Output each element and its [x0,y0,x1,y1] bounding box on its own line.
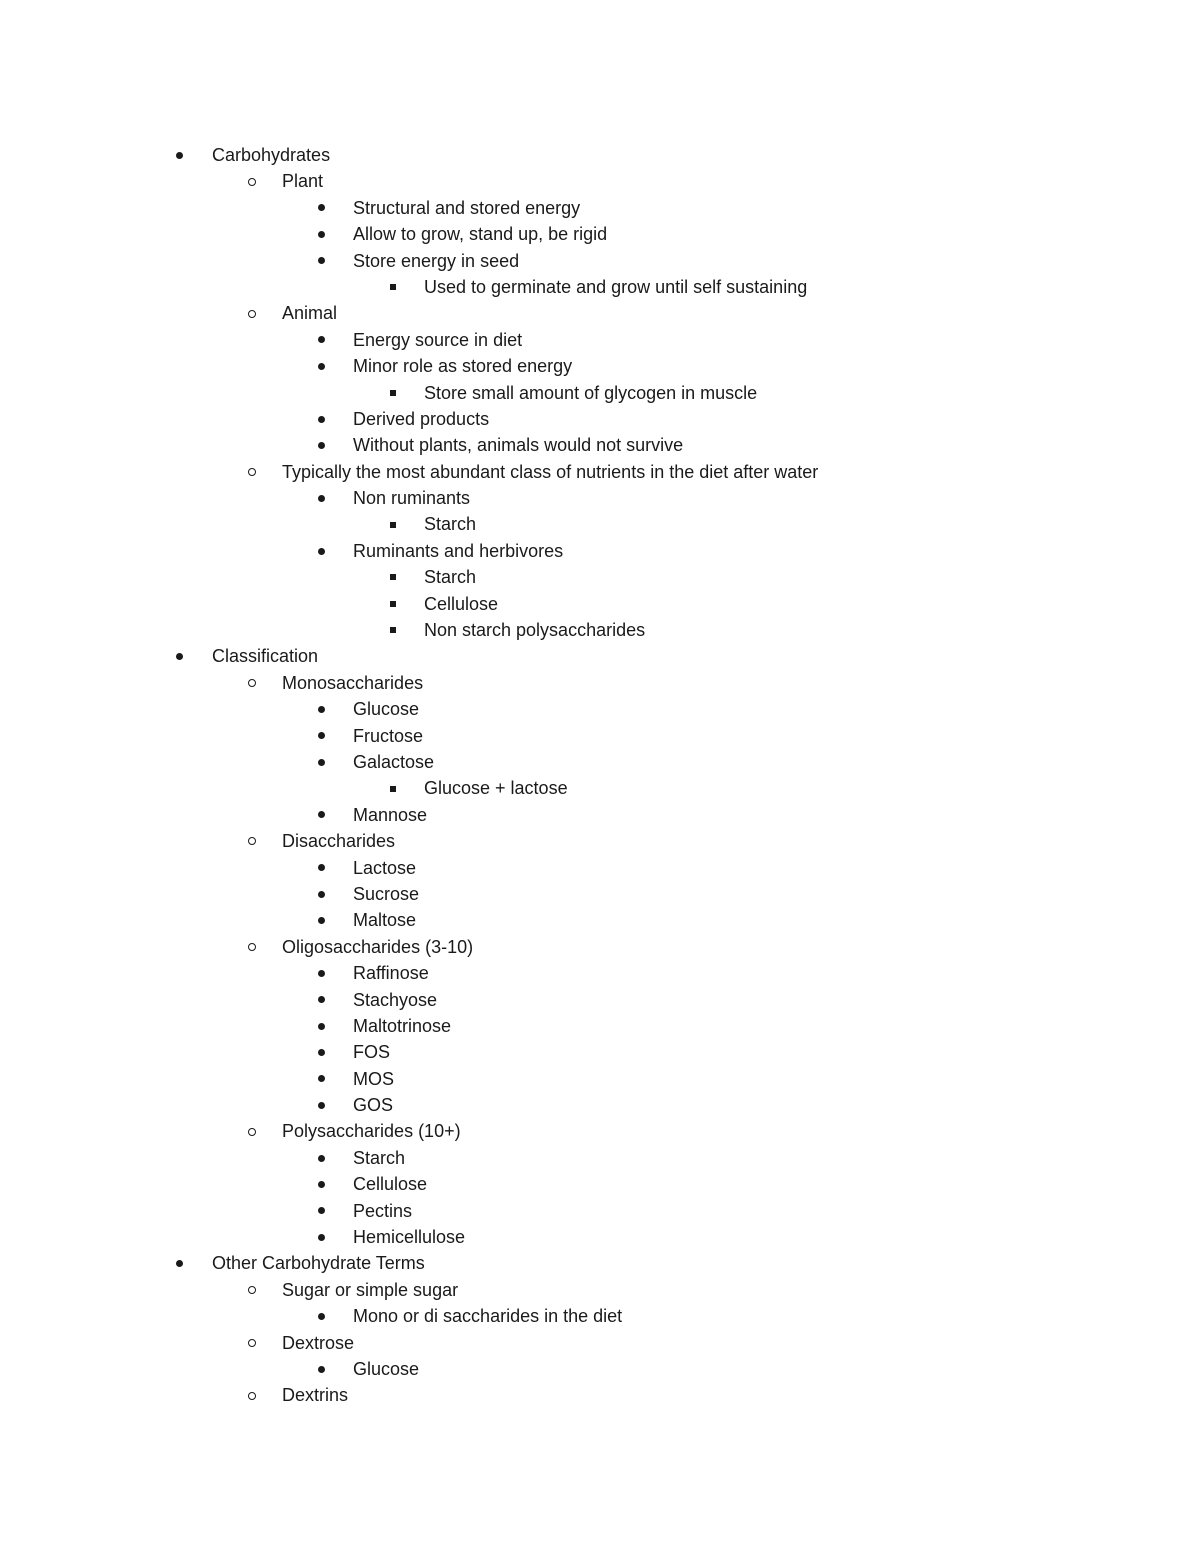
outline-item-level-3 [0,353,1200,379]
square-bullet-icon [386,564,400,590]
outline-item-text: Starch [353,1147,406,1168]
outline-item-level-2 [0,168,1200,194]
disc-bullet-icon [314,1303,328,1329]
outline-item-text: Energy source in diet [353,329,523,350]
disc-bullet-icon [172,643,186,669]
outline-item-text: Carbohydrates [212,145,331,165]
outline-item-level-3 [0,1356,1200,1382]
outline-item-level-2 [0,1118,1200,1144]
outline-item-text: Dextrose [282,1332,355,1353]
outline-item-text: Store energy in seed [353,250,520,271]
outline-item-level-3 [0,960,1200,986]
outline-item-text: Glucose [353,1358,420,1379]
circle-bullet-icon [245,1330,259,1356]
disc-bullet-icon [314,1092,328,1118]
outline-item-text: Pectins [353,1200,413,1221]
outline-item-level-3 [0,406,1200,432]
outline-item-text: Sugar or simple sugar [282,1279,459,1300]
outline-item-level-3 [0,907,1200,933]
outline-item-text: Glucose [353,699,420,720]
outline-item-text: Oligosaccharides (3-10) [282,936,474,957]
outline-item-text: Monosaccharides [282,672,424,693]
outline-item-level-4 [0,775,1200,801]
square-bullet-icon [386,591,400,617]
outline-item-level-3 [0,987,1200,1013]
disc-bullet-icon [314,406,328,432]
outline-item-level-3 [0,802,1200,828]
outline-item-level-3 [0,221,1200,247]
outline-item-text: Cellulose [353,1174,428,1195]
outline-item-text: Raffinose [353,963,429,984]
outline-item-level-2 [0,1330,1200,1356]
disc-bullet-icon [314,1066,328,1092]
square-bullet-icon [386,511,400,537]
disc-bullet-icon [314,1145,328,1171]
outline-item-text: Lactose [353,857,417,878]
outline-item-level-4 [0,511,1200,537]
outline-item-level-3 [0,1066,1200,1092]
disc-bullet-icon [314,195,328,221]
circle-bullet-icon [245,670,259,696]
outline-item-text: Maltose [353,910,417,931]
circle-bullet-icon [245,1118,259,1144]
circle-bullet-icon [245,828,259,854]
outline-item-level-2 [0,934,1200,960]
outline-item-level-3 [0,1039,1200,1065]
outline-item-level-3 [0,485,1200,511]
outline-item-level-3 [0,881,1200,907]
outline-document [0,142,1200,1409]
outline-item-level-4 [0,591,1200,617]
outline-item-level-2 [0,670,1200,696]
outline-item-text: Typically the most abundant class of nutrients in the diet after water [282,461,819,482]
disc-bullet-icon [314,749,328,775]
outline-item-level-4 [0,617,1200,643]
outline-item-level-3 [0,1013,1200,1039]
outline-item-text: Non starch polysaccharides [424,620,646,641]
square-bullet-icon [386,617,400,643]
outline-item-level-1 [0,1250,1200,1276]
disc-bullet-icon [314,1198,328,1224]
disc-bullet-icon [314,432,328,458]
outline-item-text: Non ruminants [353,488,471,509]
outline-item-level-3 [0,1303,1200,1329]
outline-item-text: Starch [424,567,477,588]
outline-item-text: Dextrins [282,1385,349,1406]
outline-item-text: Other Carbohydrate Terms [212,1253,425,1274]
outline-item-text: Polysaccharides (10+) [282,1121,461,1142]
outline-item-text: Cellulose [424,593,499,614]
disc-bullet-icon [314,907,328,933]
outline-item-level-3 [0,248,1200,274]
square-bullet-icon [386,274,400,300]
outline-item-text: Disaccharides [282,831,396,852]
outline-item-level-3 [0,696,1200,722]
disc-bullet-icon [314,723,328,749]
outline-item-text: Minor role as stored energy [353,356,573,377]
outline-item-text: Structural and stored energy [353,197,581,218]
outline-item-level-3 [0,538,1200,564]
outline-item-text: Starch [424,514,477,535]
outline-item-level-1 [0,643,1200,669]
outline-item-level-3 [0,1171,1200,1197]
square-bullet-icon [386,380,400,406]
disc-bullet-icon [314,802,328,828]
disc-bullet-icon [314,1039,328,1065]
disc-bullet-icon [314,1224,328,1250]
outline-item-text: Maltotrinose [353,1015,452,1036]
outline-item-text: Hemicellulose [353,1227,466,1248]
outline-item-level-3 [0,1198,1200,1224]
outline-item-text: FOS [353,1042,391,1063]
outline-item-level-3 [0,195,1200,221]
outline-item-text: Animal [282,303,338,324]
outline-item-level-4 [0,564,1200,590]
disc-bullet-icon [314,855,328,881]
circle-bullet-icon [245,168,259,194]
disc-bullet-icon [314,696,328,722]
disc-bullet-icon [314,960,328,986]
disc-bullet-icon [314,538,328,564]
outline-item-text: Mono or di saccharides in the diet [353,1306,623,1327]
disc-bullet-icon [314,1356,328,1382]
outline-item-text: Stachyose [353,989,438,1010]
outline-item-text: Sucrose [353,883,420,904]
outline-item-level-2 [0,1277,1200,1303]
outline-item-level-3 [0,723,1200,749]
outline-item-text: Without plants, animals would not survive [353,435,684,456]
outline-item-text: Store small amount of glycogen in muscle [424,382,758,403]
disc-bullet-icon [314,881,328,907]
outline-item-text: MOS [353,1068,395,1089]
circle-bullet-icon [245,934,259,960]
outline-item-text: Classification [212,646,319,667]
outline-item-level-3 [0,1145,1200,1171]
outline-item-level-2 [0,1382,1200,1408]
outline-item-level-3 [0,855,1200,881]
disc-bullet-icon [314,1013,328,1039]
disc-bullet-icon [314,327,328,353]
disc-bullet-icon [314,1171,328,1197]
outline-item-level-1 [0,142,1200,168]
disc-bullet-icon [172,1250,186,1276]
outline-item-level-2 [0,828,1200,854]
disc-bullet-icon [314,248,328,274]
outline-item-level-3 [0,432,1200,458]
outline-item-level-4 [0,380,1200,406]
outline-item-level-2 [0,300,1200,326]
outline-item-level-4 [0,274,1200,300]
outline-item-level-3 [0,749,1200,775]
outline-item-level-3 [0,1092,1200,1118]
disc-bullet-icon [314,221,328,247]
disc-bullet-icon [172,142,186,168]
outline-item-text: Used to germinate and grow until self sustaining [424,276,808,297]
circle-bullet-icon [245,1382,259,1408]
square-bullet-icon [386,775,400,801]
disc-bullet-icon [314,987,328,1013]
outline-item-text: Galactose [353,751,435,772]
circle-bullet-icon [245,300,259,326]
outline-item-level-2 [0,459,1200,485]
disc-bullet-icon [314,353,328,379]
outline-item-text: Derived products [353,408,490,429]
outline-item-text: Ruminants and herbivores [353,540,564,561]
disc-bullet-icon [314,485,328,511]
outline-item-text: GOS [353,1095,394,1116]
circle-bullet-icon [245,459,259,485]
outline-item-text: Mannose [353,804,428,825]
circle-bullet-icon [245,1277,259,1303]
outline-item-text: Fructose [353,725,424,746]
outline-item-text: Allow to grow, stand up, be rigid [353,224,608,245]
outline-item-level-3 [0,327,1200,353]
outline-item-text: Glucose + lactose [424,778,568,799]
outline-item-text: Plant [282,171,324,192]
outline-item-level-3 [0,1224,1200,1250]
